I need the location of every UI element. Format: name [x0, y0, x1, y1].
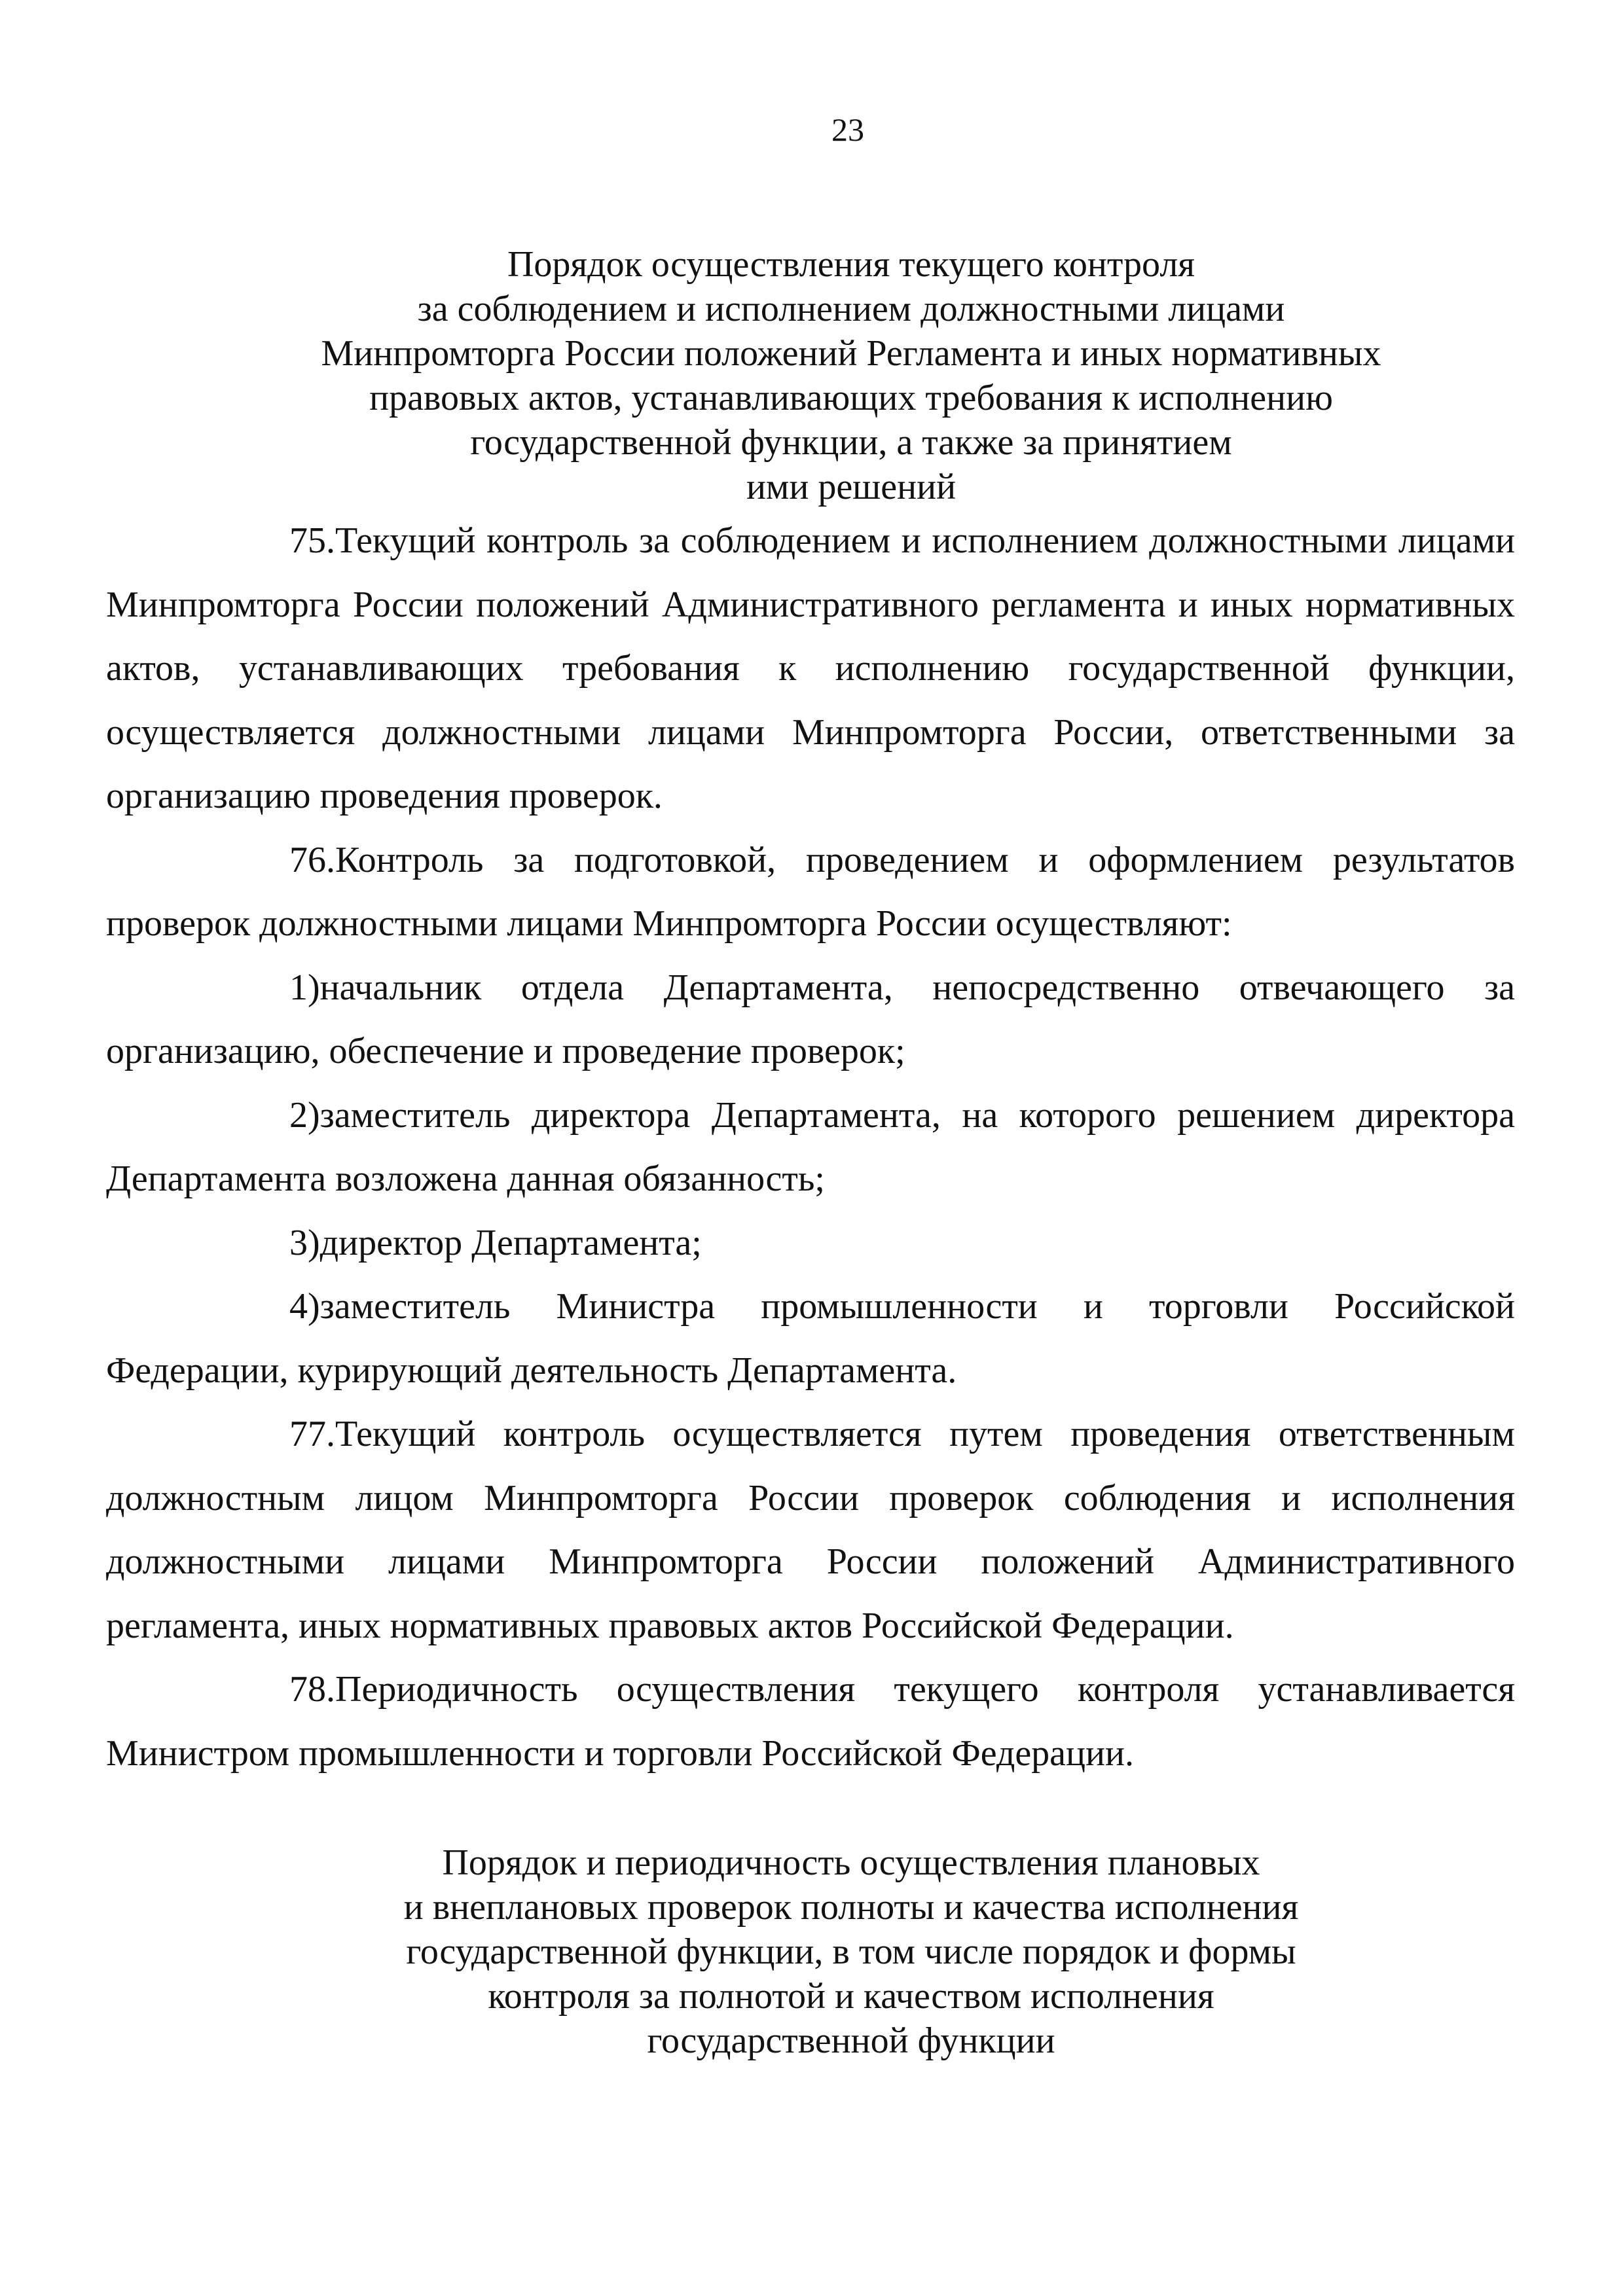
heading-line: и внеплановых проверок полноты и качества исполнения: [403, 1887, 1299, 1928]
heading-line: государственной функции, а также за принятием: [470, 422, 1232, 463]
paragraph-76: [106, 829, 1515, 956]
list-item-text: начальник отдела Департамента, непосредственно отвечающего за организацию, обеспечение и проведение проверок;: [106, 967, 1515, 1071]
section-heading-planned-inspections: [196, 1840, 1506, 2063]
paragraph-text: Текущий контроль за соблюдением и исполнением должностными лицами Минпромторга России положений Административного регламента и иных нормативных актов, устанавливающих требования к исполнению государственной функции, осуществляется должностными лицами Минпромторга России, ответственными за организацию проведения проверок.: [106, 520, 1515, 816]
list-item-4: [106, 1275, 1515, 1403]
list-item-text: заместитель директора Департамента, на которого решением директора Департамента возложена данная обязанность;: [106, 1094, 1515, 1199]
paragraph-number: 77.: [289, 1414, 335, 1454]
paragraph-number: 76.: [289, 839, 335, 880]
list-item-number: 2): [289, 1094, 320, 1136]
heading-line: контроля за полнотой и качеством исполнения: [488, 1976, 1214, 2017]
list-item-text: заместитель Министра промышленности и торговли Российской Федерации, курирующий деятельность Департамента.: [106, 1286, 1515, 1391]
paragraph-text: Текущий контроль осуществляется путем проведения ответственным должностным лицом Минпромторга России проверок соблюдения и исполнения должностными лицами Минпромторга России положений Административного регламента, иных нормативных правовых актов Российской Федерации.: [106, 1414, 1515, 1646]
list-item-number: 3): [289, 1222, 320, 1263]
paragraph-number: 78.: [289, 1669, 335, 1710]
section-body: [106, 509, 1515, 1785]
heading-line: ими решений: [746, 467, 957, 507]
heading-line: Минпромторга России положений Регламента и иных нормативных: [321, 333, 1381, 374]
list-item-text: директор Департамента;: [319, 1222, 702, 1263]
section-heading-current-control: [196, 242, 1506, 509]
heading-line: государственной функции: [647, 2020, 1055, 2061]
heading-line: за соблюдением и исполнением должностными лицами: [417, 289, 1285, 329]
list-item-number: 4): [289, 1286, 320, 1327]
heading-line: Порядок осуществления текущего контроля: [507, 244, 1195, 285]
heading-line: правовых актов, устанавливающих требования к исполнению: [369, 378, 1333, 418]
paragraph-77: [106, 1403, 1515, 1658]
list-item-1: [106, 956, 1515, 1084]
list-item-2: [106, 1084, 1515, 1211]
heading-line: Порядок и периодичность осуществления плановых: [442, 1842, 1260, 1883]
paragraph-75: [106, 509, 1515, 829]
paragraph-number: 75.: [289, 520, 335, 561]
list-item-number: 1): [289, 967, 320, 1008]
heading-line: государственной функции, в том числе порядок и формы: [406, 1931, 1296, 1972]
page-number: 23: [831, 111, 864, 148]
paragraph-text: Контроль за подготовкой, проведением и оформлением результатов проверок должностными лицами Минпромторга России осуществляют:: [106, 839, 1515, 944]
paragraph-78: [106, 1658, 1515, 1785]
paragraph-text: Периодичность осуществления текущего контроля устанавливается Министром промышленности и торговли Российской Федерации.: [106, 1669, 1515, 1774]
list-item-3: [106, 1211, 1515, 1276]
